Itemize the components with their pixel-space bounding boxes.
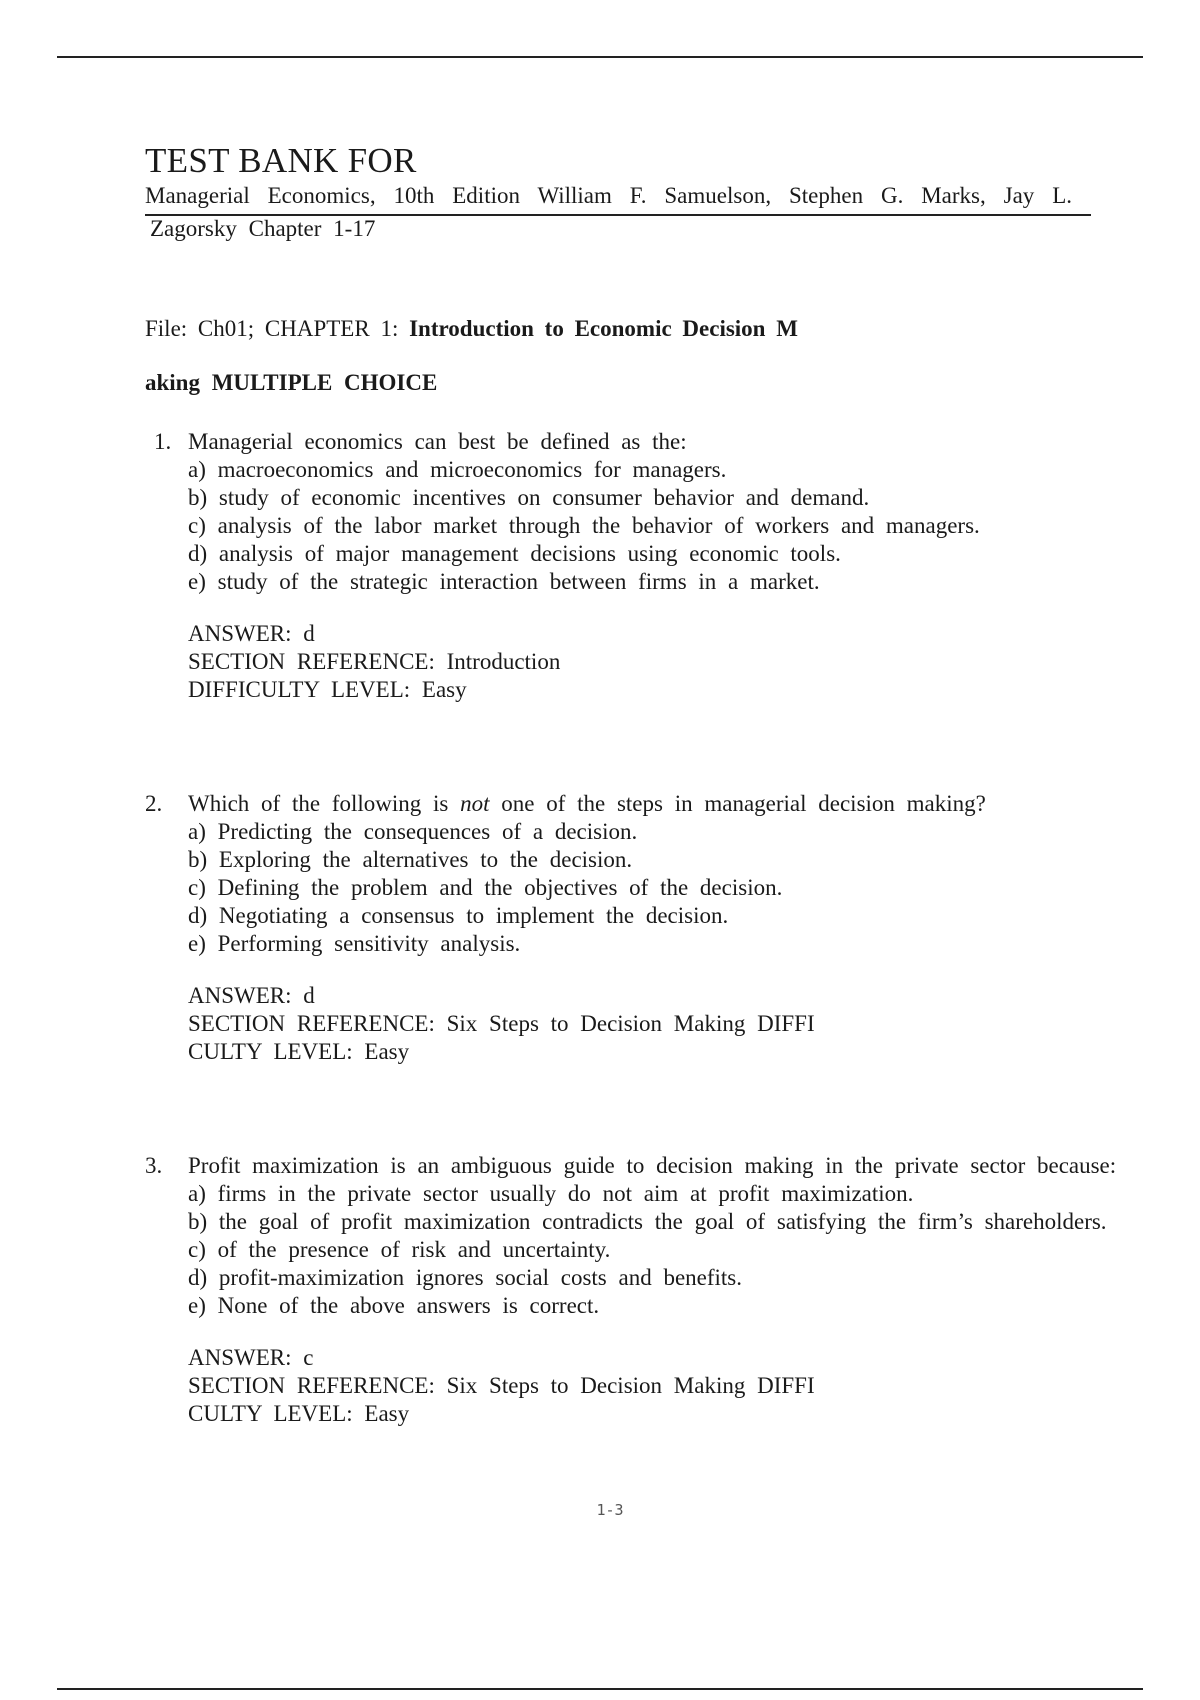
file-chapter-prefix: File: Ch01; CHAPTER 1: — [145, 316, 410, 341]
chapter-title-bold: Introduction to Economic Decision M — [409, 316, 798, 341]
book-subtitle-line1: Managerial Economics, 10th Edition William F. Samuelson, Stephen G. Marks, Jay L. — [145, 183, 1072, 208]
document-title: TEST BANK FOR — [145, 141, 417, 180]
multiple-choice-heading: aking MULTIPLE CHOICE — [145, 370, 438, 395]
question-stem: Managerial economics can best be defined as the: — [188, 429, 687, 454]
difficulty-line: DIFFICULTY LEVEL: Easy — [188, 677, 467, 702]
difficulty-line: CULTY LEVEL: Easy — [188, 1401, 410, 1426]
option-c: c) analysis of the labor market through the behavior of workers and managers. — [188, 513, 980, 538]
option-e: e) Performing sensitivity analysis. — [188, 931, 521, 956]
bottom-rule — [57, 1688, 1143, 1690]
stem-emphasis: not — [460, 791, 490, 816]
answer-line: ANSWER: c — [188, 1345, 314, 1370]
section-reference-line: SECTION REFERENCE: Six Steps to Decision Making DIFFI — [188, 1373, 815, 1398]
stem-part-1: Which of the following is — [188, 791, 461, 816]
answer-line: ANSWER: d — [188, 983, 315, 1008]
option-d: d) analysis of major management decisions using economic tools. — [188, 541, 841, 566]
section-reference-line: SECTION REFERENCE: Six Steps to Decision Making DIFFI — [188, 1011, 815, 1036]
stem-part-2: one of the steps in managerial decision making? — [489, 791, 986, 816]
option-list — [188, 818, 1195, 958]
question-stem: Profit maximization is an ambiguous guide to decision making in the private sector because: — [188, 1153, 1117, 1178]
option-list — [188, 456, 1195, 596]
difficulty-line: CULTY LEVEL: Easy — [188, 1039, 410, 1064]
top-rule — [57, 56, 1143, 58]
option-d: d) profit-maximization ignores social costs and benefits. — [188, 1265, 743, 1290]
option-b: b) the goal of profit maximization contradicts the goal of satisfying the firm’s shareholders. — [188, 1209, 1107, 1234]
book-subtitle-line2: Zagorsky Chapter 1-17 — [150, 216, 376, 241]
option-b: b) study of economic incentives on consumer behavior and demand. — [188, 485, 870, 510]
question-number: 3. — [145, 1153, 163, 1178]
answer-line: ANSWER: d — [188, 621, 315, 646]
option-b: b) Exploring the alternatives to the decision. — [188, 847, 633, 872]
option-a: a) firms in the private sector usually do not aim at profit maximization. — [188, 1181, 914, 1206]
option-c: c) of the presence of risk and uncertainty. — [188, 1237, 611, 1262]
answer-block — [188, 1344, 1195, 1428]
option-c: c) Defining the problem and the objectives of the decision. — [188, 875, 783, 900]
option-a: a) macroeconomics and microeconomics for managers. — [188, 457, 727, 482]
page-number: 1-3 — [596, 1501, 624, 1519]
file-chapter-line — [145, 316, 798, 342]
question-2 — [145, 790, 1195, 1066]
question-1 — [145, 428, 1195, 704]
answer-block — [188, 982, 1195, 1066]
answer-block — [188, 620, 1195, 704]
option-e: e) None of the above answers is correct. — [188, 1293, 600, 1318]
question-number: 2. — [145, 791, 163, 816]
question-number: 1. — [154, 429, 172, 454]
option-e: e) study of the strategic interaction between firms in a market. — [188, 569, 820, 594]
question-stem — [188, 790, 986, 818]
option-a: a) Predicting the consequences of a decision. — [188, 819, 638, 844]
section-reference-line: SECTION REFERENCE: Introduction — [188, 649, 561, 674]
question-3 — [145, 1152, 1195, 1428]
option-d: d) Negotiating a consensus to implement the decision. — [188, 903, 729, 928]
option-list — [188, 1180, 1195, 1320]
